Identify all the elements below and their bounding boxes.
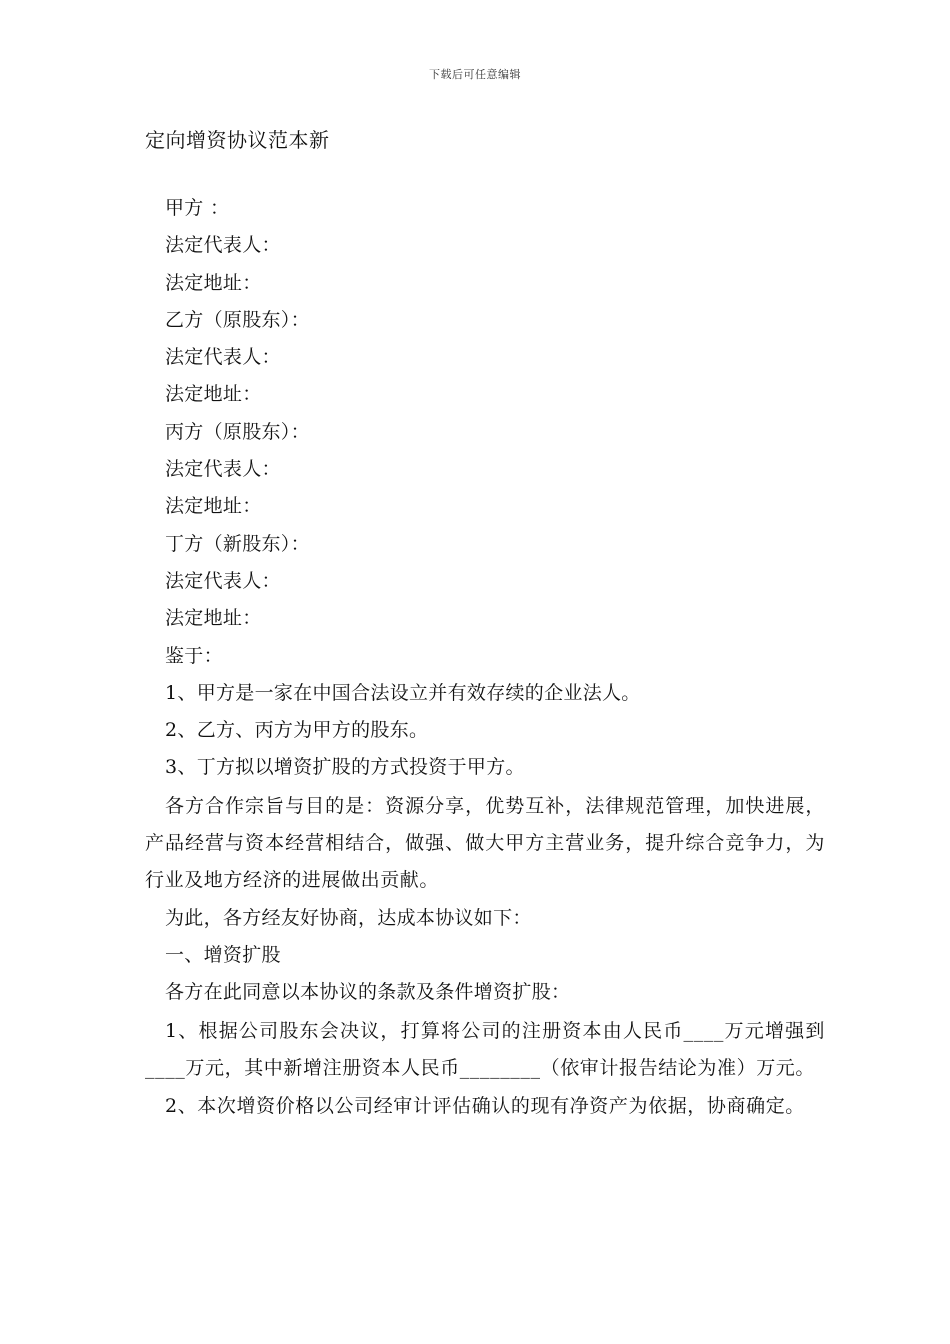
section-1-intro: 各方在此同意以本协议的条款及条件增资扩股： bbox=[165, 981, 571, 1004]
party-d-address: 法定地址： bbox=[165, 607, 262, 630]
document-title: 定向增资协议范本新 bbox=[145, 128, 330, 152]
party-a-address: 法定地址： bbox=[165, 271, 262, 294]
party-c-representative: 法定代表人： bbox=[165, 458, 281, 481]
recital-3: 3、丁方拟以增资扩股的方式投资于甲方。 bbox=[165, 756, 525, 779]
header-note: 下载后可任意编辑 bbox=[429, 68, 521, 81]
party-d-representative: 法定代表人： bbox=[165, 569, 281, 592]
whereas-label: 鉴于： bbox=[165, 644, 223, 667]
document-body bbox=[145, 190, 825, 1125]
purpose-paragraph: 各方合作宗旨与目的是：资源分享，优势互补，法律规范管理，加快进展，产品经营与资本经营相结合，做强、做大甲方主营业务，提升综合竞争力，为行业及地方经济的进展做出贡献。 bbox=[145, 794, 825, 892]
party-a-label: 甲方 ： bbox=[165, 197, 230, 219]
party-c-address: 法定地址： bbox=[165, 495, 262, 518]
agreement-intro: 为此，各方经友好协商，达成本协议如下： bbox=[165, 906, 532, 929]
party-b-address: 法定地址： bbox=[165, 383, 262, 406]
party-c-label: 丙方（原股东）： bbox=[165, 420, 310, 443]
party-b-label: 乙方（原股东）： bbox=[165, 308, 310, 331]
party-a-representative: 法定代表人： bbox=[165, 234, 281, 257]
section-1-heading: 一、增资扩股 bbox=[165, 943, 281, 966]
party-b-representative: 法定代表人： bbox=[165, 346, 281, 369]
party-d-label: 丁方（新股东）： bbox=[165, 532, 310, 555]
recital-1: 1、甲方是一家在中国合法设立并有效存续的企业法人。 bbox=[165, 681, 641, 704]
recital-2: 2、乙方、丙方为甲方的股东。 bbox=[165, 719, 429, 742]
clause-2: 2、本次增资价格以公司经审计评估确认的现有净资产为依据，协商确定。 bbox=[165, 1095, 805, 1118]
clause-1: 1、根据公司股东会决议，打算将公司的注册资本由人民币____万元增强到____万元，其中新增注册资本人民币________（依审计报告结论为准）万元。 bbox=[145, 1019, 825, 1079]
